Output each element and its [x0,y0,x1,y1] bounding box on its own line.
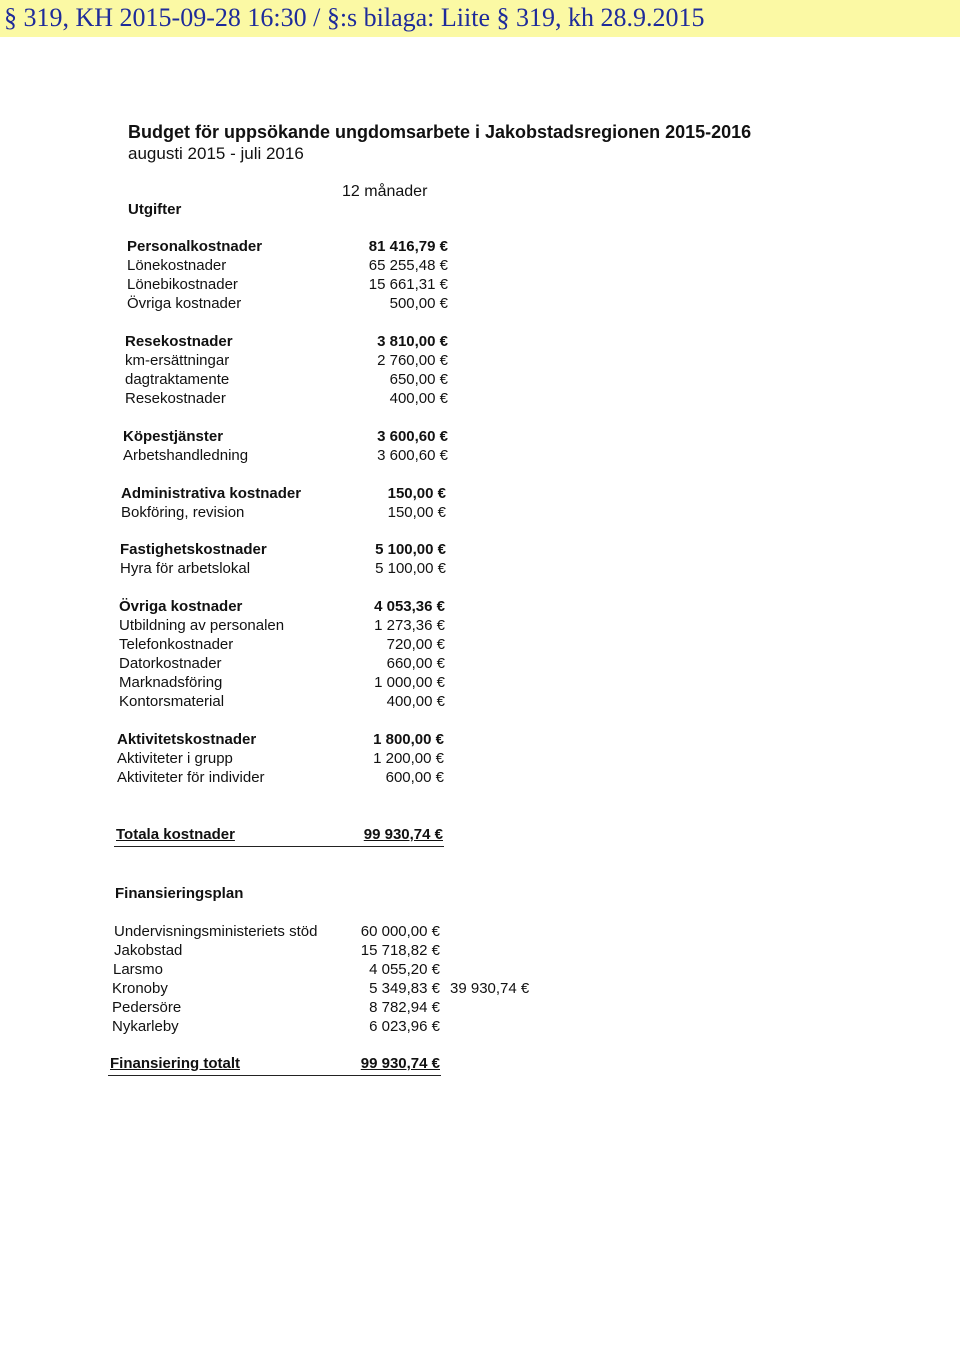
line-item-label: Resekostnader [125,390,226,407]
financing-item-value: 5 349,83 € [369,980,440,997]
document-title: Budget för uppsökande ungdomsarbete i Jakobstadsregionen 2015-2016 [128,122,752,142]
line-item-value: 660,00 € [386,655,445,672]
financing-item-label: Undervisningsministeriets stöd [114,923,318,940]
line-item-label: Datorkostnader [119,655,222,672]
line-item-value: 600,00 € [385,769,444,786]
line-item-value: 500,00 € [389,295,448,312]
group-heading: Personalkostnader [127,238,263,255]
group-heading: Aktivitetskostnader [117,731,257,748]
financing-item-label: Larsmo [113,961,164,978]
period-label: 12 månader [342,183,428,200]
line-item-label: Lönekostnader [127,257,227,274]
line-item-value: 3 600,60 € [377,447,448,464]
total-costs-rule [114,846,444,847]
group-total: 4 053,36 € [374,598,445,615]
line-item-label: dagtraktamente [125,371,230,388]
financing-item-label: Kronoby [112,980,168,997]
line-item-value: 720,00 € [386,636,445,653]
financing-item-value: 15 718,82 € [360,942,440,959]
group-heading: Fastighetskostnader [120,541,267,558]
financing-total-value: 99 930,74 € [360,1055,440,1072]
expenses-label: Utgifter [128,201,182,218]
line-item-value: 65 255,48 € [368,257,448,274]
financing-item-label: Pedersöre [112,999,182,1016]
financing-item-value: 4 055,20 € [369,961,440,978]
total-costs-label: Totala kostnader [116,826,235,843]
financing-total-rule [108,1075,441,1076]
line-item-label: Aktiviteter i grupp [117,750,233,767]
group-total: 3 600,60 € [377,428,448,445]
line-item-value: 150,00 € [387,504,446,521]
line-item-label: Kontorsmaterial [119,693,225,710]
document-subtitle: augusti 2015 - juli 2016 [128,144,304,163]
group-heading: Administrativa kostnader [121,485,302,502]
line-item-label: km-ersättningar [125,352,230,369]
line-item-value: 1 200,00 € [373,750,444,767]
financing-item-value: 6 023,96 € [369,1018,440,1035]
financing-item-value: 8 782,94 € [369,999,440,1016]
group-heading: Köpestjänster [123,428,224,445]
line-item-value: 1 000,00 € [374,674,445,691]
header-bar-text: § 319, KH 2015-09-28 16:30 / §:s bilaga: Liite § 319, kh 28.9.2015 [4,3,705,32]
line-item-label: Övriga kostnader [127,295,242,312]
group-heading: Resekostnader [125,333,233,350]
line-item-label: Hyra för arbetslokal [120,560,251,577]
line-item-value: 1 273,36 € [374,617,445,634]
line-item-label: Lönebikostnader [127,276,238,293]
group-total: 1 800,00 € [373,731,444,748]
municipal-subtotal: 39 930,74 € [450,980,530,997]
financing-heading: Finansieringsplan [115,885,244,902]
line-item-label: Bokföring, revision [121,504,245,521]
line-item-label: Arbetshandledning [123,447,249,464]
financing-item-label: Jakobstad [114,942,183,959]
line-item-label: Telefonkostnader [119,636,234,653]
line-item-label: Marknadsföring [119,674,223,691]
line-item-value: 400,00 € [389,390,448,407]
line-item-label: Utbildning av personalen [119,617,285,634]
group-heading: Övriga kostnader [119,598,243,615]
line-item-value: 650,00 € [389,371,448,388]
line-item-value: 15 661,31 € [368,276,448,293]
group-total: 3 810,00 € [377,333,448,350]
line-item-value: 400,00 € [386,693,445,710]
financing-item-value: 60 000,00 € [360,923,440,940]
group-total: 81 416,79 € [368,238,448,255]
group-total: 150,00 € [387,485,446,502]
group-total: 5 100,00 € [375,541,446,558]
header-bar [0,0,960,37]
line-item-value: 5 100,00 € [375,560,446,577]
line-item-label: Aktiviteter för individer [117,769,265,786]
total-costs-value: 99 930,74 € [363,826,443,843]
line-item-value: 2 760,00 € [377,352,448,369]
financing-item-label: Nykarleby [112,1018,179,1035]
financing-total-label: Finansiering totalt [110,1055,241,1072]
